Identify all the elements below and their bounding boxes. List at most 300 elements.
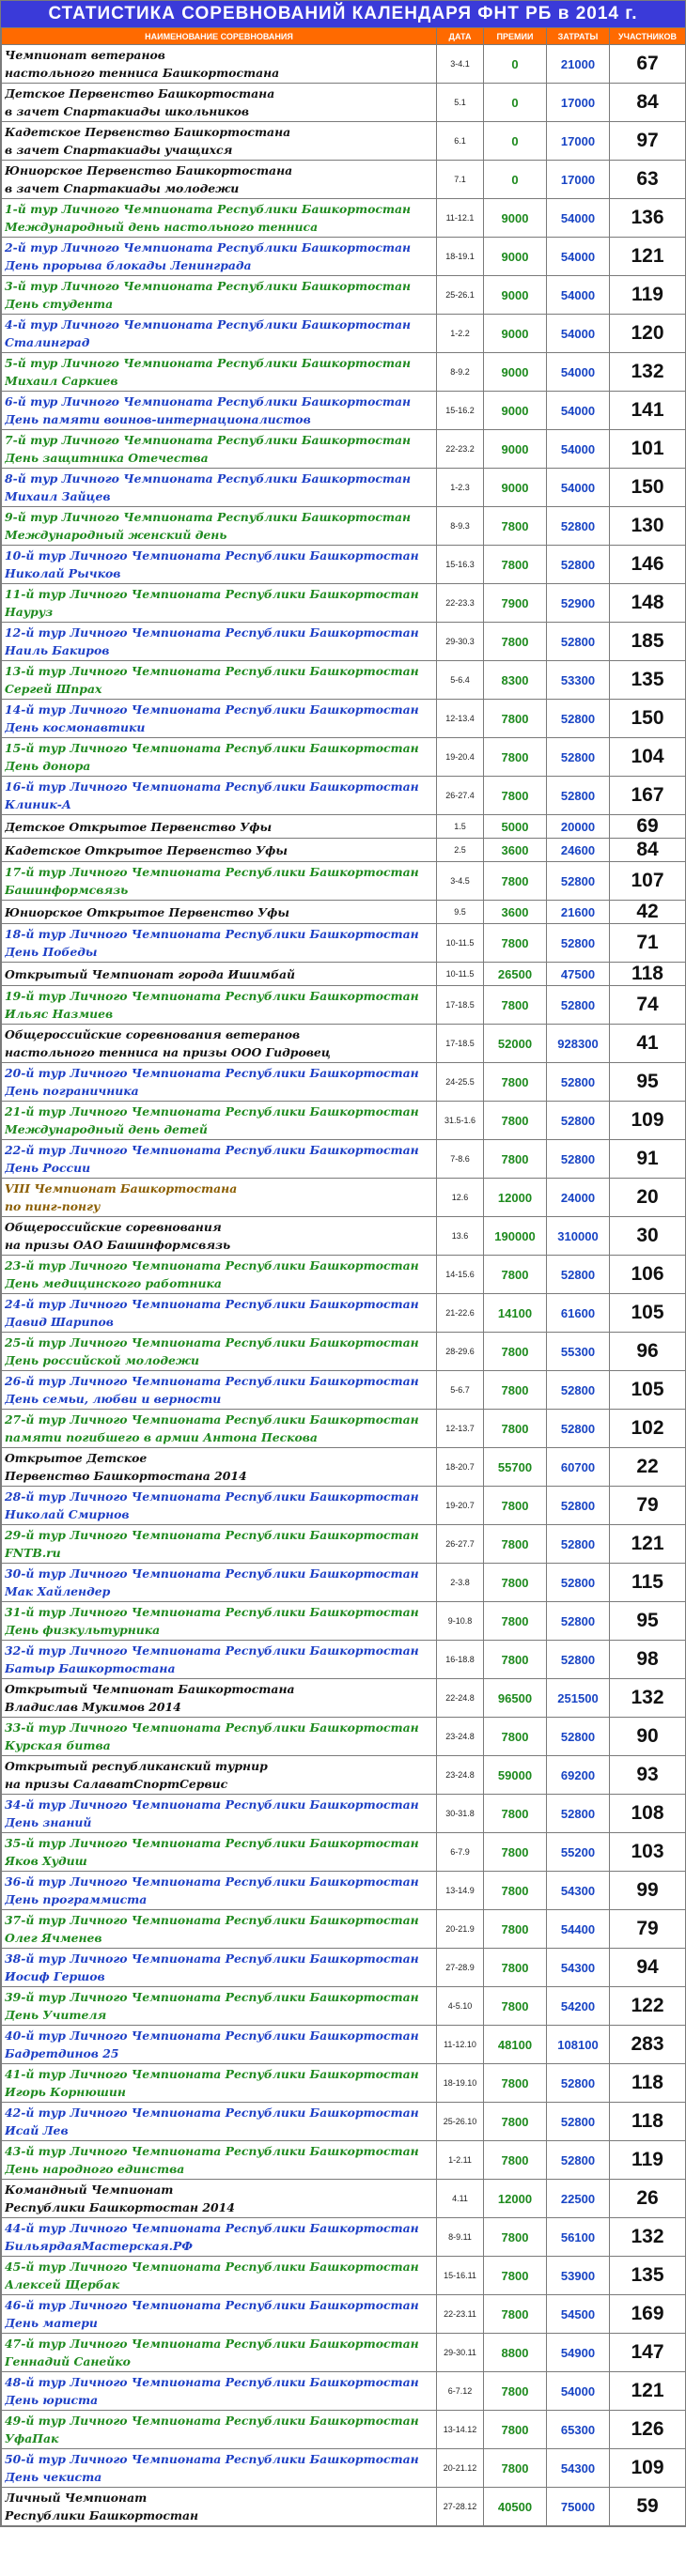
- prize-cell: 7800: [484, 986, 547, 1025]
- date-cell: 20-21.12: [437, 2449, 484, 2488]
- competition-name-line: 33-й тур Личного Чемпионата Республики Башкортостан: [5, 1720, 419, 1735]
- cost-cell: 52800: [547, 1102, 610, 1140]
- prize-cell: 5000: [484, 815, 547, 839]
- table-row: [2, 2372, 686, 2411]
- cost-cell: 54000: [547, 2372, 610, 2411]
- table-row: [2, 1602, 686, 1641]
- competition-name-line: Мак Хайлендер: [5, 1584, 111, 1598]
- competition-name-cell: [2, 122, 437, 161]
- competition-name-line: 12-й тур Личного Чемпионата Республики Башкортостан: [5, 625, 419, 640]
- competition-name-line: настольного тенниса на призы ООО Гидровец: [5, 1045, 331, 1059]
- competition-name-line: Алексей Щербак: [5, 2277, 120, 2291]
- competition-name-line: День медицинского работника: [5, 1276, 222, 1290]
- competition-name-cell: [2, 1795, 437, 1833]
- competition-name-line: День донора: [5, 759, 91, 773]
- date-cell: 7.1: [437, 161, 484, 199]
- cost-cell: 108100: [547, 2026, 610, 2064]
- participants-cell: 63: [610, 161, 686, 199]
- table-row: [2, 839, 686, 862]
- competitions-table: [1, 27, 686, 2526]
- date-cell: 29-30.3: [437, 623, 484, 661]
- cost-cell: 61600: [547, 1294, 610, 1333]
- date-cell: 5.1: [437, 84, 484, 122]
- competition-name-line: Кадетское Открытое Первенство Уфы: [5, 842, 288, 857]
- prize-cell: 12000: [484, 1179, 547, 1217]
- competition-name-line: 28-й тур Личного Чемпионата Республики Башкортостан: [5, 1489, 419, 1504]
- competition-name-cell: [2, 2026, 437, 2064]
- cost-cell: 54400: [547, 1910, 610, 1949]
- participants-cell: 135: [610, 661, 686, 700]
- cost-cell: 52800: [547, 777, 610, 815]
- prize-cell: 7800: [484, 777, 547, 815]
- competition-name-line: 47-й тур Личного Чемпионата Республики Башкортостан: [5, 2337, 419, 2351]
- competition-name-line: Чемпионат ветеранов: [5, 48, 165, 62]
- table-row: [2, 2026, 686, 2064]
- competition-name-line: на призы СалаватСпортСервис: [5, 1777, 228, 1791]
- date-cell: 1-2.11: [437, 2141, 484, 2180]
- competition-name-line: памяти погибшего в армии Антона Пескова: [5, 1430, 318, 1444]
- competition-name-line: Открытый Чемпионат города Ишимбай: [5, 966, 296, 981]
- participants-cell: 132: [610, 2218, 686, 2257]
- table-row: [2, 161, 686, 199]
- table-row: [2, 353, 686, 392]
- prize-cell: 7800: [484, 1641, 547, 1679]
- table-row: [2, 2218, 686, 2257]
- table-row: [2, 738, 686, 777]
- participants-cell: 167: [610, 777, 686, 815]
- date-cell: 17-18.5: [437, 986, 484, 1025]
- cost-cell: 20000: [547, 815, 610, 839]
- prize-cell: 7800: [484, 623, 547, 661]
- competition-name-cell: [2, 507, 437, 546]
- competition-name-cell: [2, 161, 437, 199]
- table-row: [2, 1910, 686, 1949]
- competition-name-line: 17-й тур Личного Чемпионата Республики Башкортостан: [5, 865, 419, 879]
- cost-cell: 24600: [547, 839, 610, 862]
- date-cell: 10-11.5: [437, 963, 484, 986]
- participants-cell: 148: [610, 584, 686, 623]
- date-cell: 12-13.4: [437, 700, 484, 738]
- table-row: [2, 924, 686, 963]
- competition-name-cell: [2, 1371, 437, 1410]
- participants-cell: 150: [610, 469, 686, 507]
- competition-name-cell: [2, 469, 437, 507]
- participants-cell: 59: [610, 2488, 686, 2526]
- table-row: [2, 1641, 686, 1679]
- competition-name-line: Батыр Башкортостана: [5, 1661, 176, 1675]
- competition-name-cell: [2, 901, 437, 924]
- table-row: [2, 430, 686, 469]
- competition-name-line: 16-й тур Личного Чемпионата Республики Башкортостан: [5, 779, 419, 794]
- competition-name-line: 50-й тур Личного Чемпионата Республики Башкортостан: [5, 2452, 419, 2466]
- competition-name-line: День чекиста: [5, 2470, 102, 2484]
- table-row: [2, 2334, 686, 2372]
- competition-name-line: 31-й тур Личного Чемпионата Республики Башкортостан: [5, 1605, 419, 1619]
- competition-name-line: День прорыва блокады Ленинграда: [5, 258, 252, 272]
- table-row: [2, 45, 686, 84]
- prize-cell: 59000: [484, 1756, 547, 1795]
- date-cell: 20-21.9: [437, 1910, 484, 1949]
- competition-name-line: День Учителя: [5, 2008, 107, 2022]
- participants-cell: 121: [610, 238, 686, 276]
- cost-cell: 52800: [547, 1602, 610, 1641]
- cost-cell: 52800: [547, 862, 610, 901]
- date-cell: 9.5: [437, 901, 484, 924]
- competition-name-line: Сталинград: [5, 335, 90, 349]
- cost-cell: 52800: [547, 2141, 610, 2180]
- prize-cell: 7800: [484, 2064, 547, 2103]
- competition-name-line: 4-й тур Личного Чемпионата Республики Башкортостан: [5, 317, 412, 332]
- prize-cell: 7800: [484, 1371, 547, 1410]
- date-cell: 18-20.7: [437, 1448, 484, 1487]
- competition-name-line: 9-й тур Личного Чемпионата Республики Башкортостан: [5, 510, 412, 524]
- participants-cell: 118: [610, 963, 686, 986]
- date-cell: 14-15.6: [437, 1256, 484, 1294]
- table-row: [2, 1140, 686, 1179]
- prize-cell: 40500: [484, 2488, 547, 2526]
- table-row: [2, 584, 686, 623]
- competition-name-line: Кадетское Первенство Башкортостана: [5, 125, 291, 139]
- competition-name-cell: [2, 1910, 437, 1949]
- cost-cell: 52800: [547, 1140, 610, 1179]
- date-cell: 22-24.8: [437, 1679, 484, 1718]
- participants-cell: 102: [610, 1410, 686, 1448]
- competition-name-cell: [2, 84, 437, 122]
- competition-name-line: День российской молодежи: [5, 1353, 200, 1367]
- prize-cell: 7800: [484, 1102, 547, 1140]
- competition-name-line: Первенство Башкортостана 2014: [5, 1469, 247, 1483]
- competition-name-cell: [2, 1718, 437, 1756]
- table-row: [2, 2064, 686, 2103]
- cost-cell: 52800: [547, 1525, 610, 1564]
- participants-cell: 119: [610, 2141, 686, 2180]
- competition-name-line: VIII Чемпионат Башкортостана: [5, 1181, 238, 1195]
- date-cell: 3-4.5: [437, 862, 484, 901]
- date-cell: 3-4.1: [437, 45, 484, 84]
- competition-name-line: Общероссийские соревнования ветеранов: [5, 1027, 301, 1041]
- date-cell: 1.5: [437, 815, 484, 839]
- competition-name-line: День семьи, любви и верности: [5, 1392, 222, 1406]
- competition-name-line: Ильяс Назмиев: [5, 1007, 114, 1021]
- table-row: [2, 661, 686, 700]
- competition-name-line: Олег Ячменев: [5, 1931, 102, 1945]
- competition-name-line: по пинг-понгу: [5, 1199, 101, 1213]
- competition-name-line: 18-й тур Личного Чемпионата Республики Башкортостан: [5, 927, 419, 941]
- competition-name-line: Наиль Бакиров: [5, 643, 110, 657]
- competition-name-line: 1-й тур Личного Чемпионата Республики Башкортостан: [5, 202, 412, 216]
- prize-cell: 7800: [484, 2103, 547, 2141]
- table-row: [2, 2141, 686, 2180]
- table-row: [2, 1795, 686, 1833]
- competition-name-line: День юриста: [5, 2393, 99, 2407]
- competition-name-line: День программиста: [5, 1892, 148, 1906]
- cost-cell: 54000: [547, 315, 610, 353]
- participants-cell: 99: [610, 1872, 686, 1910]
- competition-name-line: Открытый Чемпионат Башкортостана: [5, 1682, 295, 1696]
- table-row: [2, 1487, 686, 1525]
- competition-name-line: 32-й тур Личного Чемпионата Республики Башкортостан: [5, 1643, 419, 1658]
- competition-name-line: Курская битва: [5, 1738, 111, 1752]
- competition-name-cell: [2, 392, 437, 430]
- table-row: [2, 2180, 686, 2218]
- prize-cell: 3600: [484, 839, 547, 862]
- cost-cell: 52800: [547, 1256, 610, 1294]
- competition-name-cell: [2, 777, 437, 815]
- prize-cell: 7800: [484, 700, 547, 738]
- participants-cell: 74: [610, 986, 686, 1025]
- table-row: [2, 507, 686, 546]
- cost-cell: 52800: [547, 986, 610, 1025]
- participants-cell: 118: [610, 2103, 686, 2141]
- cost-cell: 21600: [547, 901, 610, 924]
- participants-cell: 69: [610, 815, 686, 839]
- competition-name-cell: [2, 1410, 437, 1448]
- prize-cell: 0: [484, 122, 547, 161]
- prize-cell: 9000: [484, 430, 547, 469]
- prize-cell: 7800: [484, 1833, 547, 1872]
- competition-name-cell: [2, 2372, 437, 2411]
- cost-cell: 54000: [547, 238, 610, 276]
- date-cell: 30-31.8: [437, 1795, 484, 1833]
- prize-cell: 7800: [484, 1256, 547, 1294]
- cost-cell: 54300: [547, 1949, 610, 1987]
- date-cell: 23-24.8: [437, 1718, 484, 1756]
- competition-name-line: День России: [5, 1161, 91, 1175]
- column-header-date: ДАТА: [437, 28, 484, 45]
- competition-name-line: Юниорское Первенство Башкортостана: [5, 163, 293, 177]
- cost-cell: 54300: [547, 1872, 610, 1910]
- competition-name-line: 10-й тур Личного Чемпионата Республики Башкортостан: [5, 548, 419, 563]
- table-row: [2, 1756, 686, 1795]
- competition-name-line: 49-й тур Личного Чемпионата Республики Башкортостан: [5, 2414, 419, 2428]
- competition-name-line: Республики Башкортостан: [5, 2508, 199, 2522]
- prize-cell: 7800: [484, 2141, 547, 2180]
- date-cell: 22-23.11: [437, 2295, 484, 2334]
- competition-name-cell: [2, 1333, 437, 1371]
- table-row: [2, 238, 686, 276]
- prize-cell: 0: [484, 161, 547, 199]
- participants-cell: 93: [610, 1756, 686, 1795]
- competition-name-line: 36-й тур Личного Чемпионата Республики Башкортостан: [5, 1874, 419, 1889]
- competition-name-line: 13-й тур Личного Чемпионата Республики Башкортостан: [5, 664, 419, 678]
- competition-name-cell: [2, 199, 437, 238]
- competition-name-cell: [2, 1525, 437, 1564]
- participants-cell: 95: [610, 1063, 686, 1102]
- competition-name-cell: [2, 815, 437, 839]
- cost-cell: 52800: [547, 738, 610, 777]
- date-cell: 15-16.2: [437, 392, 484, 430]
- cost-cell: 52800: [547, 1371, 610, 1410]
- competition-name-cell: [2, 2180, 437, 2218]
- competition-name-cell: [2, 1679, 437, 1718]
- prize-cell: 52000: [484, 1025, 547, 1063]
- date-cell: 2-3.8: [437, 1564, 484, 1602]
- competition-name-line: 43-й тур Личного Чемпионата Республики Башкортостан: [5, 2144, 419, 2158]
- competition-name-line: 2-й тур Личного Чемпионата Республики Башкортостан: [5, 240, 412, 255]
- competition-name-line: Клиник-А: [5, 797, 72, 811]
- prize-cell: 0: [484, 45, 547, 84]
- date-cell: 27-28.9: [437, 1949, 484, 1987]
- participants-cell: 122: [610, 1987, 686, 2026]
- prize-cell: 7800: [484, 1910, 547, 1949]
- participants-cell: 108: [610, 1795, 686, 1833]
- table-row: [2, 1371, 686, 1410]
- participants-cell: 109: [610, 2449, 686, 2488]
- participants-cell: 71: [610, 924, 686, 963]
- prize-cell: 7800: [484, 1410, 547, 1448]
- competition-name-cell: [2, 546, 437, 584]
- table-row: [2, 700, 686, 738]
- cost-cell: 251500: [547, 1679, 610, 1718]
- date-cell: 13-14.9: [437, 1872, 484, 1910]
- competition-name-line: День физкультурника: [5, 1623, 161, 1637]
- column-header-cost: ЗАТРАТЫ: [547, 28, 610, 45]
- date-cell: 15-16.11: [437, 2257, 484, 2295]
- competition-name-cell: [2, 963, 437, 986]
- competition-name-line: 40-й тур Личного Чемпионата Республики Башкортостан: [5, 2028, 419, 2043]
- competition-name-line: БильярдаяМастерская.РФ: [5, 2239, 194, 2253]
- cost-cell: 52800: [547, 924, 610, 963]
- sheet-title: СТАТИСТИКА СОРЕВНОВАНИЙ КАЛЕНДАРЯ ФНТ РБ в 2014 г.: [1, 1, 685, 27]
- date-cell: 25-26.1: [437, 276, 484, 315]
- table-row: [2, 1718, 686, 1756]
- table-row: [2, 862, 686, 901]
- competition-name-cell: [2, 1949, 437, 1987]
- competition-name-cell: [2, 1025, 437, 1063]
- competition-name-cell: [2, 2334, 437, 2372]
- table-header-row: [2, 28, 686, 45]
- table-row: [2, 1872, 686, 1910]
- competition-name-line: Командный Чемпионат: [5, 2183, 174, 2197]
- participants-cell: 84: [610, 839, 686, 862]
- competition-name-line: в зачет Спартакиады школьников: [5, 104, 250, 118]
- table-row: [2, 1256, 686, 1294]
- cost-cell: 21000: [547, 45, 610, 84]
- competition-name-line: 27-й тур Личного Чемпионата Республики Башкортостан: [5, 1412, 419, 1427]
- cost-cell: 69200: [547, 1756, 610, 1795]
- competition-name-cell: [2, 2488, 437, 2526]
- competition-name-cell: [2, 45, 437, 84]
- date-cell: 9-10.8: [437, 1602, 484, 1641]
- prize-cell: 7800: [484, 2295, 547, 2334]
- competition-name-line: Михаил Саркиев: [5, 374, 118, 388]
- participants-cell: 185: [610, 623, 686, 661]
- table-row: [2, 1987, 686, 2026]
- column-header-participants: УЧАСТНИКОВ: [610, 28, 686, 45]
- date-cell: 6.1: [437, 122, 484, 161]
- competition-name-line: Международный женский день: [5, 528, 227, 542]
- prize-cell: 14100: [484, 1294, 547, 1333]
- table-row: [2, 84, 686, 122]
- competition-name-cell: [2, 2141, 437, 2180]
- competition-name-cell: [2, 839, 437, 862]
- competition-name-line: День пограничника: [5, 1084, 139, 1098]
- participants-cell: 118: [610, 2064, 686, 2103]
- competition-name-cell: [2, 738, 437, 777]
- participants-cell: 20: [610, 1179, 686, 1217]
- date-cell: 23-24.8: [437, 1756, 484, 1795]
- prize-cell: 7800: [484, 2411, 547, 2449]
- competition-name-line: 15-й тур Личного Чемпионата Республики Башкортостан: [5, 741, 419, 755]
- table-row: [2, 199, 686, 238]
- competition-name-line: 45-й тур Личного Чемпионата Республики Башкортостан: [5, 2260, 419, 2274]
- competition-name-line: 6-й тур Личного Чемпионата Республики Башкортостан: [5, 394, 412, 409]
- date-cell: 12-13.7: [437, 1410, 484, 1448]
- date-cell: 10-11.5: [437, 924, 484, 963]
- prize-cell: 7800: [484, 2218, 547, 2257]
- competition-name-cell: [2, 1487, 437, 1525]
- prize-cell: 12000: [484, 2180, 547, 2218]
- column-header-prize: ПРЕМИИ: [484, 28, 547, 45]
- participants-cell: 126: [610, 2411, 686, 2449]
- table-row: [2, 963, 686, 986]
- competition-name-cell: [2, 1872, 437, 1910]
- competition-name-line: День космонавтики: [5, 720, 146, 734]
- competition-name-line: 46-й тур Личного Чемпионата Республики Башкортостан: [5, 2298, 419, 2312]
- table-row: [2, 1025, 686, 1063]
- date-cell: 27-28.12: [437, 2488, 484, 2526]
- participants-cell: 130: [610, 507, 686, 546]
- competition-name-line: Николай Рычков: [5, 566, 121, 580]
- cost-cell: 54300: [547, 2449, 610, 2488]
- prize-cell: 7800: [484, 1564, 547, 1602]
- competition-name-line: 19-й тур Личного Чемпионата Республики Башкортостан: [5, 989, 419, 1003]
- prize-cell: 7800: [484, 1987, 547, 2026]
- competition-name-line: 20-й тур Личного Чемпионата Республики Башкортостан: [5, 1066, 419, 1080]
- competition-name-cell: [2, 2103, 437, 2141]
- competition-name-cell: [2, 1217, 437, 1256]
- competition-name-line: Юниорское Открытое Первенство Уфы: [5, 904, 289, 919]
- cost-cell: 52800: [547, 507, 610, 546]
- date-cell: 21-22.6: [437, 1294, 484, 1333]
- competition-name-line: Международный день настольного тенниса: [5, 220, 319, 234]
- prize-cell: 7900: [484, 584, 547, 623]
- cost-cell: 54200: [547, 1987, 610, 2026]
- participants-cell: 132: [610, 353, 686, 392]
- prize-cell: 7800: [484, 1949, 547, 1987]
- competition-name-line: 14-й тур Личного Чемпионата Республики Башкортостан: [5, 702, 419, 717]
- competition-name-line: День студента: [5, 297, 114, 311]
- date-cell: 8-9.11: [437, 2218, 484, 2257]
- participants-cell: 115: [610, 1564, 686, 1602]
- cost-cell: 65300: [547, 2411, 610, 2449]
- prize-cell: 7800: [484, 507, 547, 546]
- competition-name-line: День защитника Отечества: [5, 451, 209, 465]
- competition-name-cell: [2, 862, 437, 901]
- prize-cell: 7800: [484, 924, 547, 963]
- competition-name-line: 11-й тур Личного Чемпионата Республики Башкортостан: [5, 587, 419, 601]
- participants-cell: 97: [610, 122, 686, 161]
- cost-cell: 52800: [547, 1641, 610, 1679]
- date-cell: 22-23.3: [437, 584, 484, 623]
- competition-name-cell: [2, 924, 437, 963]
- table-row: [2, 2488, 686, 2526]
- cost-cell: 54900: [547, 2334, 610, 2372]
- participants-cell: 98: [610, 1641, 686, 1679]
- participants-cell: 169: [610, 2295, 686, 2334]
- table-row: [2, 276, 686, 315]
- participants-cell: 109: [610, 1102, 686, 1140]
- participants-cell: 119: [610, 276, 686, 315]
- participants-cell: 90: [610, 1718, 686, 1756]
- cost-cell: 17000: [547, 122, 610, 161]
- competition-name-line: 48-й тур Личного Чемпионата Республики Башкортостан: [5, 2375, 419, 2389]
- date-cell: 8-9.3: [437, 507, 484, 546]
- competition-name-line: 38-й тур Личного Чемпионата Республики Башкортостан: [5, 1951, 419, 1966]
- prize-cell: 9000: [484, 315, 547, 353]
- competition-name-cell: [2, 623, 437, 661]
- competition-name-line: 22-й тур Личного Чемпионата Республики Башкортостан: [5, 1143, 419, 1157]
